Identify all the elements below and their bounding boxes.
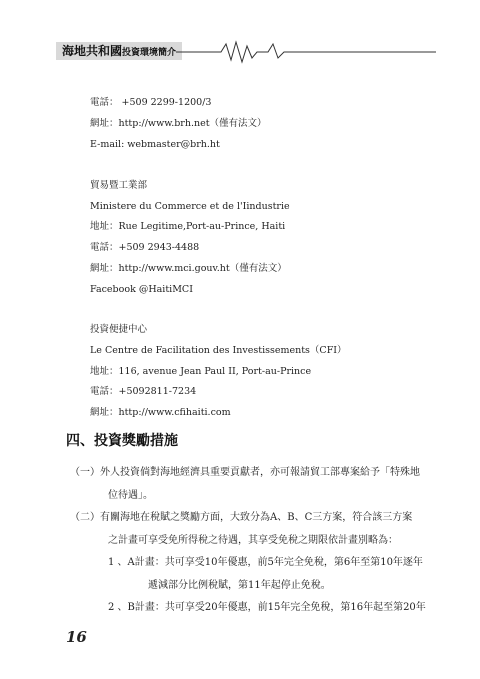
item-2-line-1: （二）有關海地在稅賦之獎勵方面，大致分為A、B、C三方案，符合該三方案: [70, 512, 413, 523]
sub-item-1-line-1: 1 、A計畫：共可享受10年優惠，前5年完全免稅，第6年至第10年逐年: [108, 557, 423, 568]
ministry-address: 地址：Rue Legitime,Port-au-Prince, Haiti: [90, 221, 286, 232]
item-1-line-2: 位待遇」。: [108, 490, 153, 501]
sub-item-2-line-1: 2 、B計畫：共可享受20年優惠，前15年完全免稅，第16年起至第20年: [108, 602, 426, 613]
bank-website: 網址：http://www.brh.net（僅有法文）: [90, 118, 267, 129]
ministry-phone: 電話：+509 2943-4488: [90, 242, 200, 253]
ministry-name-zh: 貿易暨工業部: [90, 180, 148, 191]
sub-item-1-line-2: 遞減部分比例稅賦，第11年起停止免稅。: [148, 580, 331, 591]
cfi-phone: 電話：+5092811-7234: [90, 386, 197, 397]
header-title-main: 海地共和國: [62, 44, 123, 58]
cfi-website: 網址：http://www.cfihaiti.com: [90, 407, 231, 418]
header-title-sub: 投資環境簡介: [122, 48, 177, 58]
header-heartbeat-line: [56, 38, 436, 68]
page-number: 16: [66, 628, 87, 646]
bank-phone: 電話： +509 2299-1200/3: [90, 97, 212, 108]
cfi-address: 地址：116, avenue Jean Paul II, Port-au-Prince: [90, 366, 312, 377]
cfi-name-fr: Le Centre de Facilitation des Investissements（CFI）: [90, 345, 347, 356]
ministry-facebook: Facebook @HaitiMCI: [90, 284, 193, 295]
ministry-website: 網址：http://www.mci.gouv.ht（僅有法文）: [90, 263, 287, 274]
section-heading: 四、投資獎勵措施: [66, 433, 178, 449]
cfi-name-zh: 投資便捷中心: [90, 324, 148, 335]
page-header: [56, 38, 436, 68]
item-2-line-2: 之計畫可享受免所得稅之待遇，其享受免稅之期限依計畫別略為：: [108, 535, 398, 546]
ministry-name-fr: Ministere du Commerce et de l'Iindustrie: [90, 201, 290, 212]
bank-email: E-mail: webmaster@brh.ht: [90, 139, 220, 150]
item-1-line-1: （一）外人投資倘對海地經濟具重要貢獻者，亦可報請貿工部專案給予「特殊地: [70, 467, 420, 478]
